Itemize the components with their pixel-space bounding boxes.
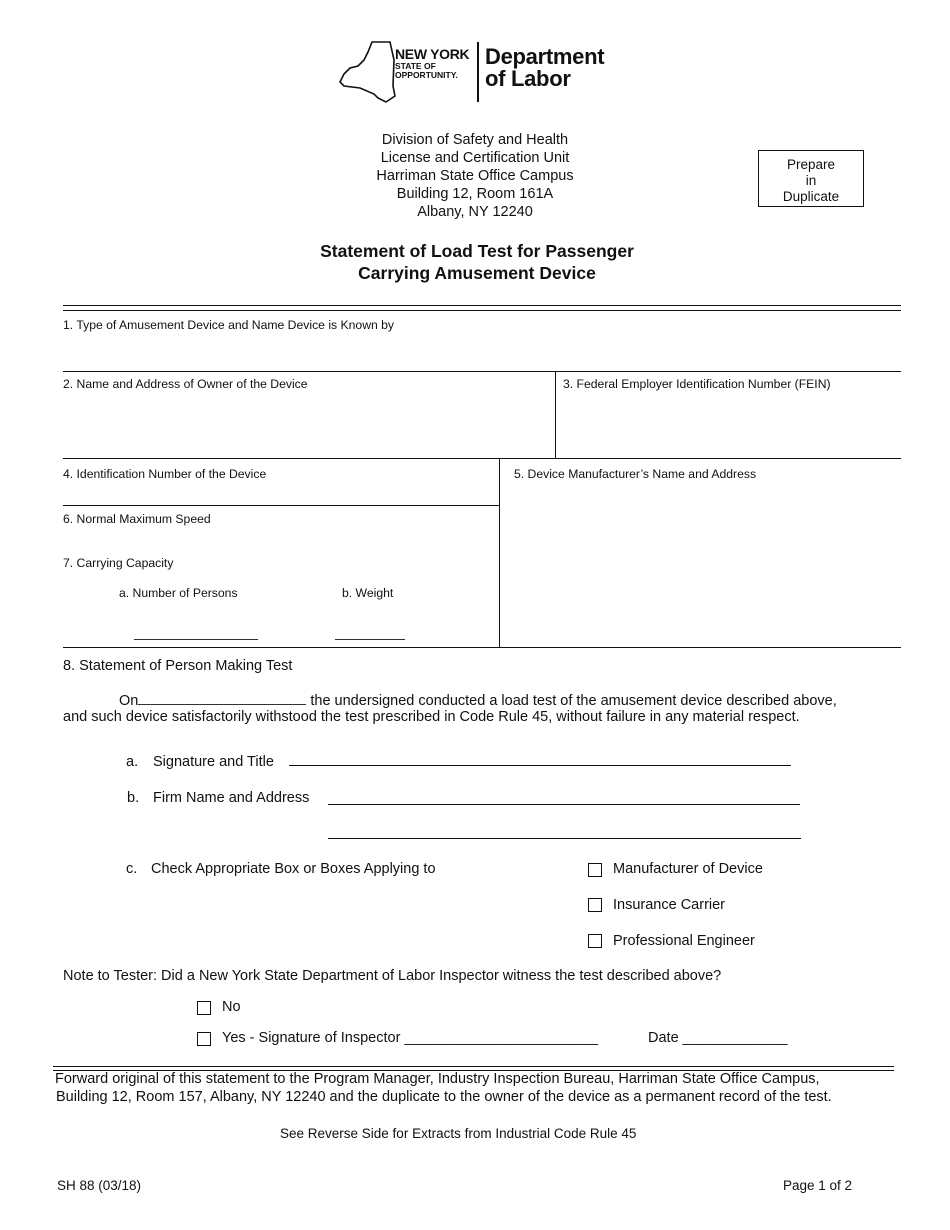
page-number: Page 1 of 2: [783, 1178, 853, 1193]
field-4-label: 4. Identification Number of the Device: [63, 467, 267, 481]
signature-title-line[interactable]: [289, 765, 791, 766]
insurance-carrier-checkbox[interactable]: [588, 898, 602, 912]
signature-title-label: Signature and Title: [153, 754, 274, 770]
footer-double-rule-top: [53, 1066, 894, 1067]
no-checkbox[interactable]: [197, 1001, 211, 1015]
firm-name-line-1[interactable]: [328, 804, 800, 805]
address-line: Harriman State Office Campus: [376, 168, 574, 184]
logo-department-of-labor: Department of Labor: [485, 44, 605, 91]
field-4-line[interactable]: [63, 505, 500, 506]
no-option-label: No: [222, 999, 241, 1015]
field-6-label: 6. Normal Maximum Speed: [63, 512, 211, 526]
nys-dol-logo: [338, 38, 618, 106]
field-4-5-divider: [499, 458, 500, 648]
firm-name-line-2[interactable]: [328, 838, 801, 839]
insurance-carrier-option-label: Insurance Carrier: [613, 897, 726, 913]
item-c-letter: c.: [126, 861, 138, 877]
form-number: SH 88 (03/18): [57, 1178, 142, 1193]
item-a-letter: a.: [126, 754, 139, 770]
field-1-line[interactable]: [63, 371, 901, 372]
field-7b-label: b. Weight: [342, 586, 394, 600]
statement-line-2: and such device satisfactorily withstood the test prescribed in Code Rule 45, without failure in any material respect.: [63, 709, 800, 725]
address-line: Building 12, Room 161A: [396, 186, 554, 202]
statement-heading: 8. Statement of Person Making Test: [63, 658, 293, 674]
forward-instruction-line-1: Forward original of this statement to the Program Manager, Industry Inspection Bureau, Harriman State Office Campus,: [55, 1071, 820, 1087]
field-7-label: 7. Carrying Capacity: [63, 556, 174, 570]
field-3-label: 3. Federal Employer Identification Number (FEIN): [563, 377, 831, 391]
double-rule-top: [63, 305, 901, 306]
note-to-tester: Note to Tester: Did a New York State Department of Labor Inspector witness the test described above?: [63, 968, 722, 984]
field-2-label: 2. Name and Address of Owner of the Device: [63, 377, 308, 391]
test-date-input-line[interactable]: [138, 690, 306, 705]
inspector-signature-line[interactable]: Yes - Signature of Inspector ________________________: [222, 1030, 598, 1046]
field-5-label: 5. Device Manufacturer’s Name and Address: [514, 467, 757, 481]
logo-new-york: NEW YORK: [395, 46, 470, 62]
double-rule-bottom: [63, 310, 901, 311]
professional-engineer-checkbox[interactable]: [588, 934, 602, 948]
prepare-in-duplicate-box: Prepare in Duplicate: [758, 150, 864, 207]
professional-engineer-option-label: Professional Engineer: [613, 933, 755, 949]
address-line: Division of Safety and Health: [381, 132, 569, 148]
address-line: License and Certification Unit: [380, 150, 570, 166]
weight-input-line[interactable]: [335, 639, 405, 640]
inspector-date-line[interactable]: Date _____________: [648, 1030, 788, 1046]
field-2-line[interactable]: [63, 458, 901, 459]
agency-address: [300, 131, 650, 221]
logo-divider: [477, 42, 479, 102]
yes-checkbox[interactable]: [197, 1032, 211, 1046]
field-7a-label: a. Number of Persons: [119, 586, 238, 600]
field-1-label: 1. Type of Amusement Device and Name Device is Known by: [63, 318, 395, 332]
manufacturer-option-label: Manufacturer of Device: [613, 861, 763, 877]
form-title: Statement of Load Test for Passenger Carrying Amusement Device: [320, 241, 634, 283]
firm-name-label: Firm Name and Address: [153, 790, 310, 806]
logo-state-of-opportunity: STATE OF OPPORTUNITY.: [395, 61, 458, 80]
forward-instruction-line-2: Building 12, Room 157, Albany, NY 12240 and the duplicate to the owner of the device as a permanent record of the test.: [56, 1089, 832, 1105]
manufacturer-checkbox[interactable]: [588, 863, 602, 877]
address-line: Albany, NY 12240: [417, 204, 533, 220]
section-bottom-line: [63, 647, 901, 648]
item-b-letter: b.: [127, 790, 140, 806]
statement-line-1: On the undersigned conducted a load test of the amusement device described above,: [119, 690, 837, 709]
check-boxes-label: Check Appropriate Box or Boxes Applying to: [151, 861, 436, 877]
field-2-3-divider: [555, 371, 556, 459]
ny-state-outline-icon: [338, 38, 398, 106]
see-reverse-note: See Reverse Side for Extracts from Industrial Code Rule 45: [280, 1126, 637, 1141]
persons-input-line[interactable]: [134, 639, 258, 640]
